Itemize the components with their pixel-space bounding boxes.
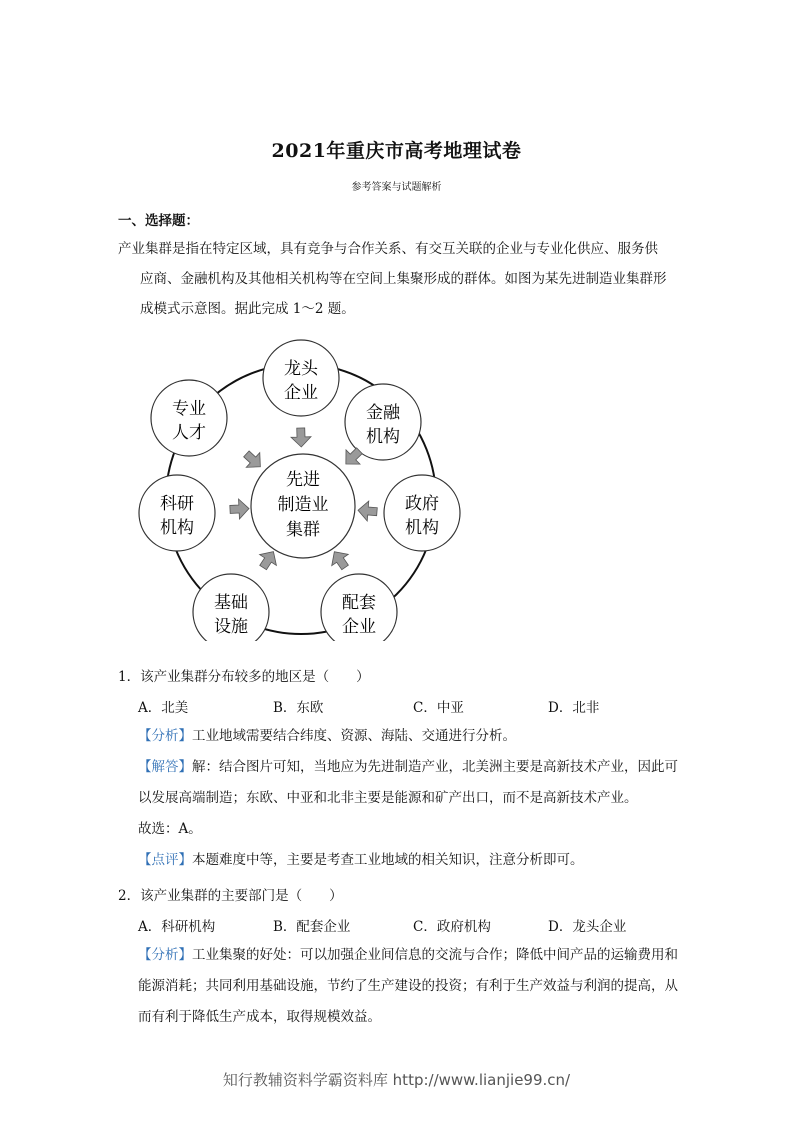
diagram-node-label: 配套	[342, 593, 376, 613]
q1-analysis-tag: 【分析】	[138, 728, 192, 744]
diagram-node-label: 机构	[160, 518, 194, 538]
diagram-node	[193, 574, 269, 641]
q1-analysis-text: 工业地域需要结合纬度、资源、海陆、交通进行分析。	[192, 728, 516, 744]
center-label-1: 先进	[286, 470, 320, 490]
q1-analysis	[138, 721, 686, 752]
section-heading: 一、选择题：	[118, 213, 199, 229]
q1-comment-text: 本题难度中等，主要是考查工业地域的相关知识，注意分析即可。	[192, 852, 584, 868]
diagram-node-label: 专业	[172, 399, 206, 419]
q2-analysis-text: 工业集聚的好处：可以加强企业间信息的交流与合作；降低中间产品的运输费用和能源消耗；共同利用基础设施，节约了生产建设的投资；有利于生产效益与利润的提高，从而有利于降低生产成本，取得规模效益。	[138, 947, 678, 1025]
q2-option-c: C．政府机构	[413, 919, 491, 935]
q1-option-d: D．北非	[548, 700, 600, 716]
q1-option-a: A．北美	[138, 700, 189, 716]
q2-option-a: A．科研机构	[138, 919, 216, 935]
q2-analysis	[138, 940, 686, 1033]
intro-rest: 应商、金融机构及其他相关机构等在空间上集聚形成的群体。如图为某先进制造业集群形成模式示意图。据此完成 1～2 题。	[140, 271, 667, 317]
diagram-node-label: 人才	[172, 423, 206, 443]
diagram-node-label: 机构	[366, 427, 400, 447]
q1-answer	[138, 752, 686, 814]
q2-option-b: B．配套企业	[273, 919, 351, 935]
diagram-node-label: 金融	[366, 403, 400, 423]
diagram-node-label: 科研	[160, 494, 194, 514]
question-1-stem: 1．该产业集群分布较多的地区是（ ）	[118, 669, 370, 685]
page-title: 2021年重庆市高考地理试卷	[271, 140, 522, 162]
q1-comment	[138, 845, 686, 876]
arrow-icon	[357, 500, 377, 521]
diagram-node	[139, 475, 215, 551]
q2-option-d: D．龙头企业	[548, 919, 627, 935]
center-label-3: 集群	[286, 520, 320, 540]
diagram-node-label: 政府	[405, 494, 439, 514]
cluster-diagram	[135, 336, 465, 641]
footer-watermark: 知行教辅资料学霸资料库 http://www.lianjie99.cn/	[222, 1071, 571, 1089]
arrow-icon	[291, 428, 312, 448]
intro-paragraph	[118, 234, 678, 324]
q2-analysis-tag: 【分析】	[138, 947, 192, 963]
q1-option-c: C．中亚	[413, 700, 464, 716]
diagram-node-label: 企业	[284, 383, 318, 403]
arrow-icon	[230, 499, 250, 520]
q1-comment-tag: 【点评】	[138, 852, 192, 868]
diagram-node-label: 机构	[405, 518, 439, 538]
intro-line-1: 产业集群是指在特定区域，具有竞争与合作关系、有交互关联的企业与专业化供应、服务供	[118, 241, 658, 257]
q1-answer-tag: 【解答】	[138, 759, 192, 775]
diagram-node-label: 设施	[214, 617, 248, 637]
diagram-node-label: 龙头	[284, 359, 318, 379]
diagram-node-label: 企业	[342, 617, 376, 637]
center-label-2: 制造业	[277, 495, 329, 515]
diagram-node	[384, 475, 460, 551]
arrow-icon	[240, 447, 268, 475]
q1-answer-text: 解：结合图片可知，当地应为先进制造产业，北美洲主要是高新技术产业，因此可以发展高端制造；东欧、中亚和北非主要是能源和矿产出口，而不是高新技术产业。	[138, 759, 678, 806]
diagram-node	[151, 380, 227, 456]
diagram-node-label: 基础	[214, 593, 248, 613]
q1-option-b: B．东欧	[273, 700, 324, 716]
diagram-node	[263, 340, 339, 416]
question-2-stem: 2．该产业集群的主要部门是（ ）	[118, 888, 343, 904]
diagram-node	[321, 574, 397, 641]
center-node	[251, 454, 355, 558]
page-subtitle: 参考答案与试题解析	[351, 182, 442, 193]
q1-choice: 故选：A。	[138, 821, 202, 837]
